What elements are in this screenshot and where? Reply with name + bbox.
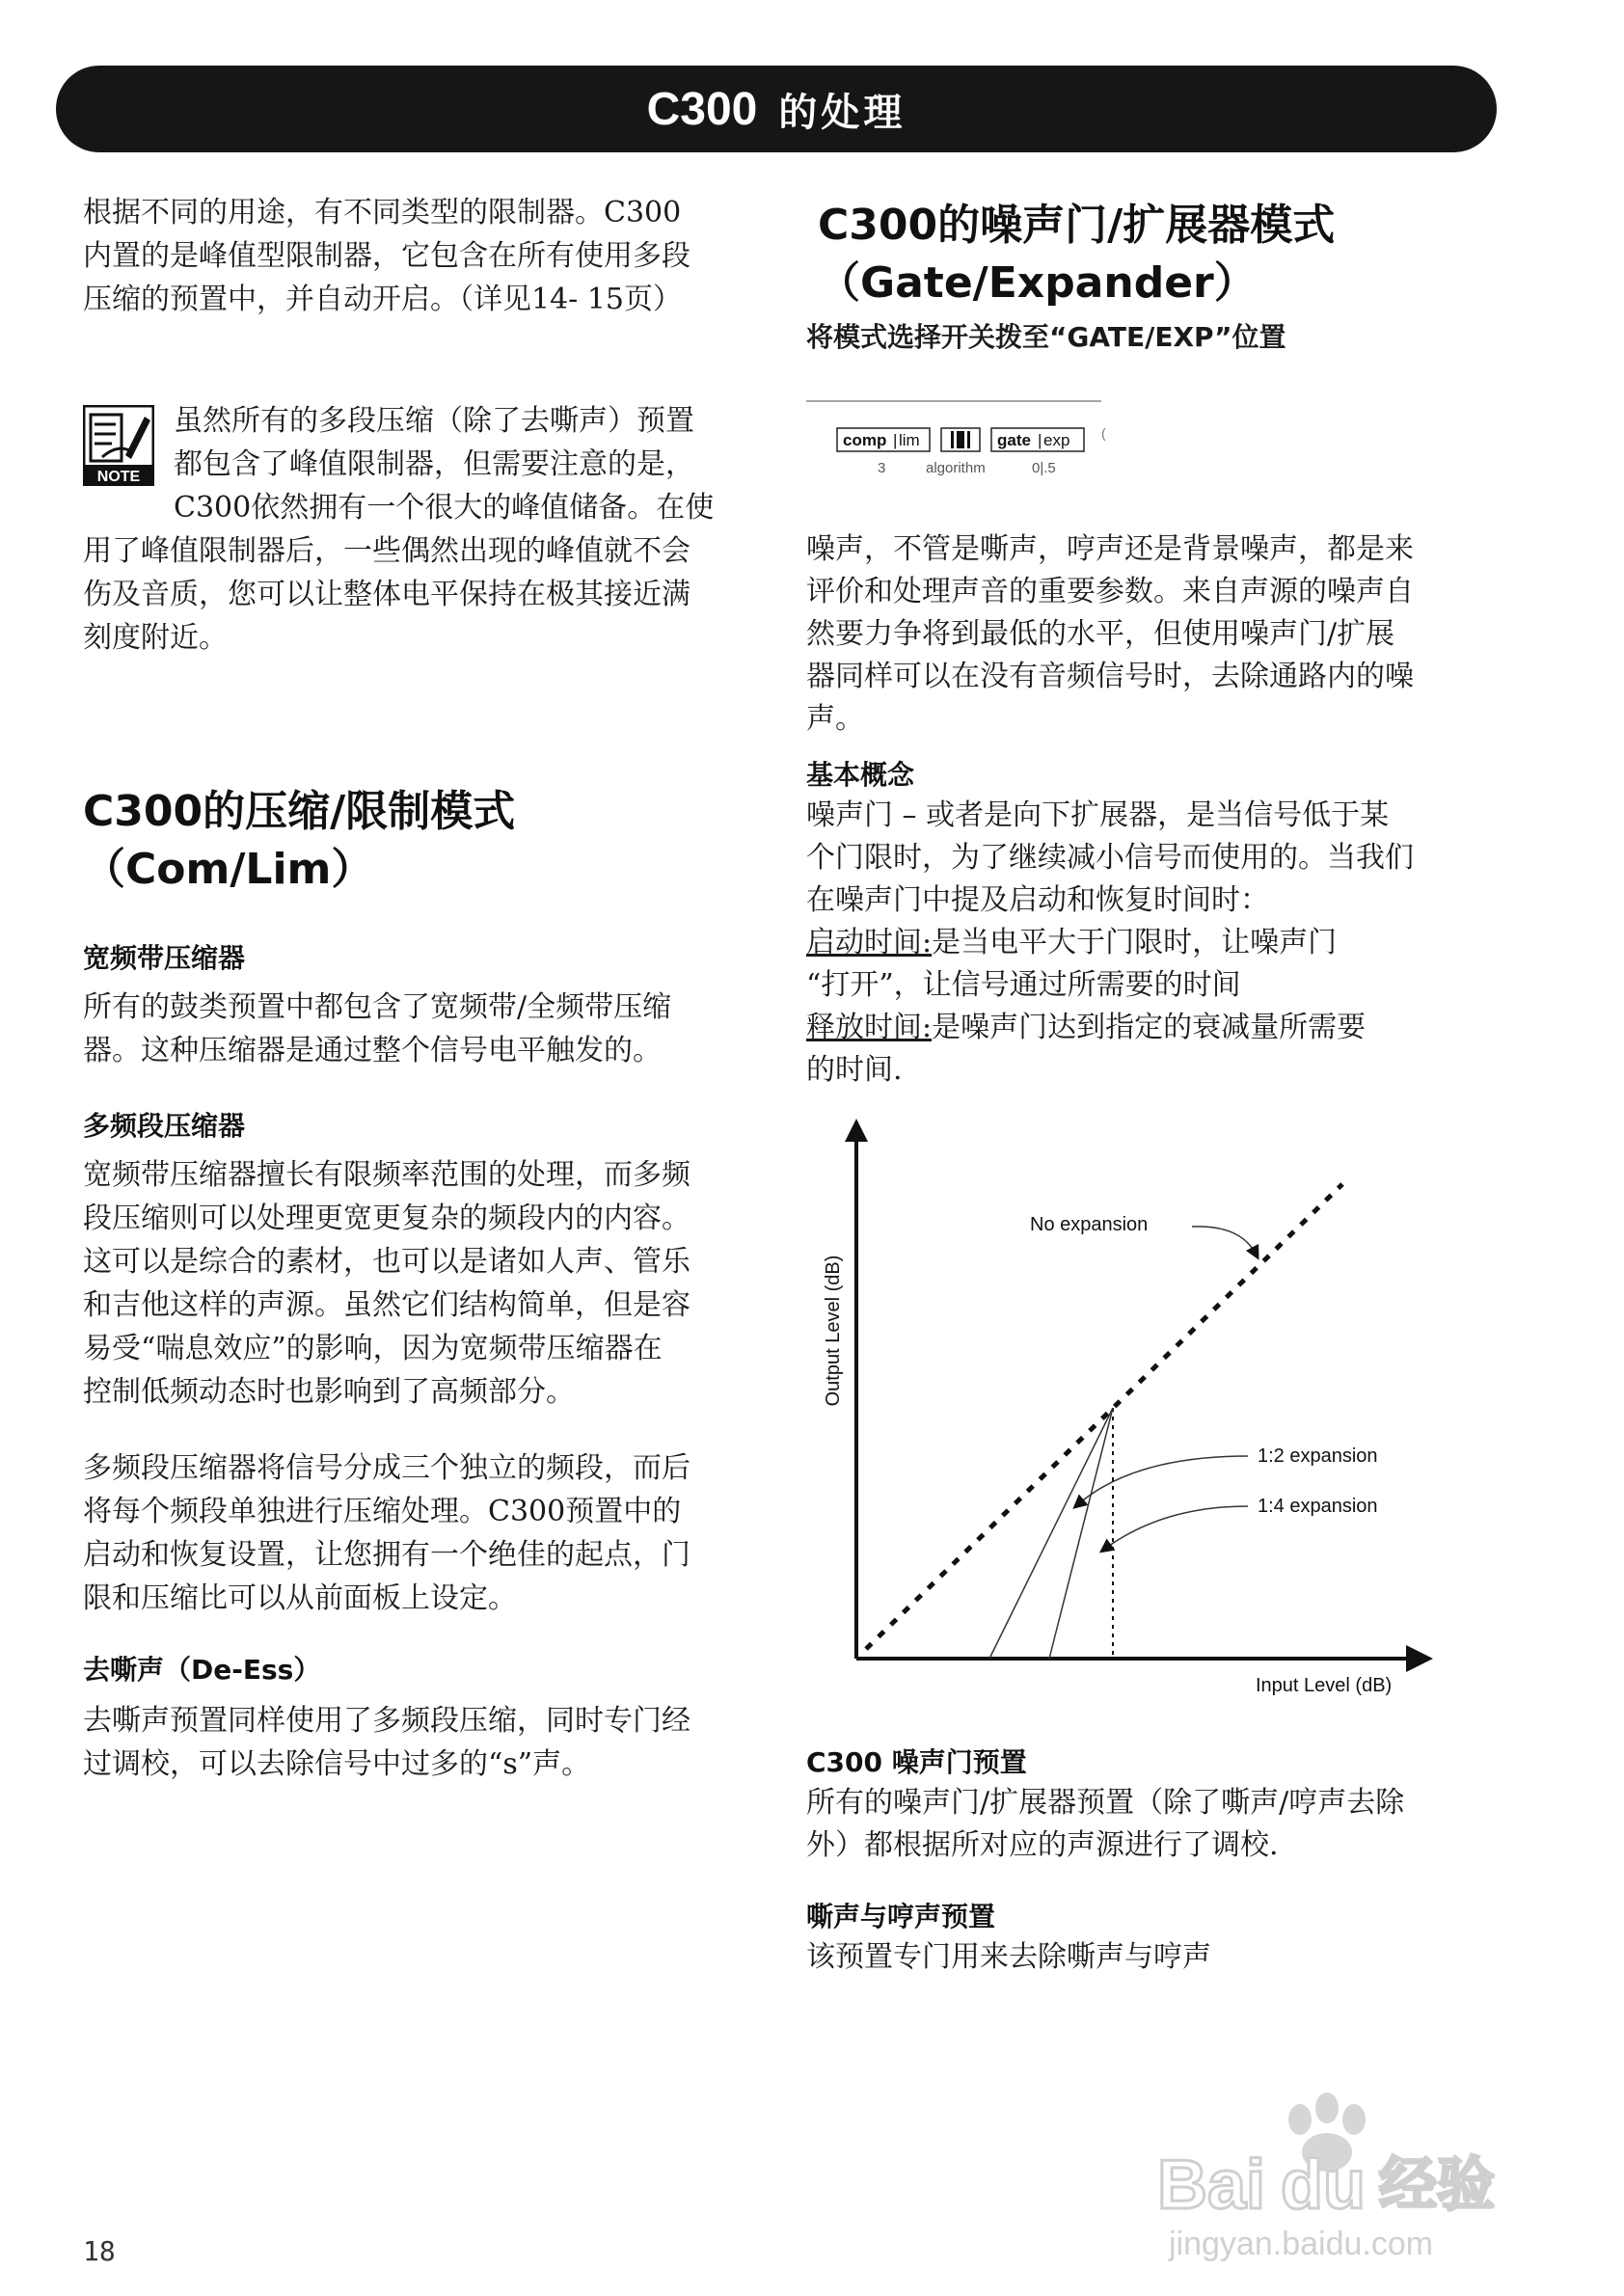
svg-text:|: |	[893, 431, 898, 449]
page-number: 18	[83, 2235, 116, 2267]
hiss-hum-presets-text: 该预置专门用来去除嘶声与哼声	[806, 1940, 1211, 1974]
svg-text:|: |	[1038, 431, 1042, 449]
hiss-hum-presets-title: 嘶声与哼声预置	[806, 1901, 996, 1932]
section-title-line: C300的压缩/限制模式	[83, 787, 516, 836]
release-text: 是噪声门达到指定的衰减量所需要	[932, 1011, 1367, 1044]
basic-concept-title: 基本概念	[806, 759, 915, 791]
multiband-line: 这可以是综合的素材，也可以是诸如人声、管乐	[83, 1245, 690, 1279]
multiband-title: 多频段压缩器	[83, 1110, 246, 1142]
multiband-text	[83, 1153, 690, 1414]
intro-paragraph	[83, 191, 690, 321]
wideband-title: 宽频带压缩器	[83, 942, 246, 974]
gate-presets-title: C300 噪声门预置	[806, 1746, 1027, 1778]
note-text-head	[174, 399, 714, 529]
noise-text	[806, 528, 1414, 741]
wideband-line: 器。这种压缩器是通过整个信号电平触发的。	[83, 1034, 662, 1067]
switch-label-comp: comp	[843, 431, 887, 449]
no-expansion-line	[866, 1184, 1342, 1649]
attack-definition	[806, 922, 1366, 1092]
switch-sub-2: algorithm	[926, 460, 986, 476]
switch-label-lim: lim	[899, 431, 920, 449]
note-line: C300依然拥有一个很大的峰值储备。在使	[174, 491, 715, 525]
note-icon	[83, 405, 154, 486]
mode-switch-panel	[806, 399, 1115, 486]
page-header	[56, 66, 1497, 152]
basic-line: 噪声门 – 或者是向下扩展器，是当信号低于某	[806, 798, 1390, 832]
comp-lim-section-title	[83, 783, 515, 899]
switch-label-exp: exp	[1043, 431, 1070, 449]
switch-label-gate: gate	[997, 431, 1031, 449]
mode-instruction: 将模式选择开关拨至“GATE/EXP”位置	[806, 321, 1286, 353]
deess-line: 去嘶声预置同样使用了多频段压缩，同时专门经	[83, 1704, 690, 1738]
multiband-text-2	[83, 1446, 690, 1620]
expansion-1-2-label: 1:2 expansion	[1258, 1445, 1378, 1467]
gate-exp-section-title	[818, 197, 1335, 312]
wideband-line: 所有的鼓类预置中都包含了宽频带/全频带压缩	[83, 990, 672, 1024]
section-title-line: C300的噪声门/扩展器模式	[818, 201, 1336, 250]
expansion-1-4-line	[1049, 1408, 1113, 1659]
multiband-line: 宽频带压缩器擅长有限频率范围的处理，而多频	[83, 1158, 690, 1192]
gate-presets-text	[806, 1782, 1404, 1867]
basic-concept-text	[806, 795, 1414, 922]
multiband2-line: 限和压缩比可以从前面板上设定。	[83, 1581, 517, 1615]
intro-line: 内置的是峰值型限制器，它包含在所有使用多段	[83, 239, 690, 273]
multiband-line: 和吉他这样的声源。虽然它们结构简单，但是容	[83, 1288, 690, 1322]
section-title-line: （Com/Lim）	[83, 845, 374, 894]
expansion-1-2-line	[989, 1408, 1113, 1659]
switch-sub-3: 0|.5	[1032, 460, 1056, 476]
switch-sub-1: 3	[878, 460, 886, 476]
gate-presets-line: 所有的噪声门/扩展器预置（除了嘶声/哼声去除	[806, 1786, 1405, 1820]
intro-line: 根据不同的用途，有不同类型的限制器。C300	[83, 196, 682, 230]
noise-line: 评价和处理声音的重要参数。来自声源的噪声自	[806, 575, 1414, 608]
multiband-line: 段压缩则可以处理更宽更复杂的频段内的内容。	[83, 1202, 690, 1235]
attack-text-2: “打开”，让信号通过所需要的时间	[806, 968, 1241, 1002]
attack-text: 是当电平大于门限时，让噪声门	[932, 926, 1338, 959]
note-line: 伤及音质，您可以让整体电平保持在极其接近满	[83, 578, 690, 611]
note-label: NOTE	[96, 469, 141, 485]
note-line: 都包含了峰值限制器，但需要注意的是，	[174, 447, 694, 481]
header-title-en: C300	[646, 83, 758, 135]
basic-line: 在噪声门中提及启动和恢复时间时：	[806, 883, 1269, 917]
y-axis-label: Output Level (dB)	[823, 1255, 844, 1407]
watermark-brand-zh: 经验	[1379, 2151, 1495, 2219]
basic-line: 个门限时，为了继续减小信号而使用的。当我们	[806, 841, 1414, 875]
deess-text	[83, 1699, 690, 1786]
multiband2-line: 启动和恢复设置，让您拥有一个绝佳的起点，门	[83, 1538, 690, 1572]
note-text-tail	[83, 529, 690, 660]
x-axis-label: Input Level (dB)	[1256, 1675, 1393, 1696]
note-line: 刻度附近。	[83, 621, 228, 655]
noise-line: 器同样可以在没有音频信号时，去除通路内的噪	[806, 660, 1414, 693]
release-label: 释放时间:	[806, 1011, 933, 1044]
y-axis-arrow	[845, 1119, 868, 1142]
multiband-line: 控制低频动态时也影响到了高频部分。	[83, 1375, 575, 1409]
header-title-zh: 的处理	[778, 90, 907, 135]
gate-presets-line: 外）都根据所对应的声源进行了调校.	[806, 1828, 1279, 1862]
intro-line: 压缩的预置中，并自动开启。（详见14- 15页）	[83, 283, 683, 316]
expansion-chart	[806, 1119, 1443, 1707]
multiband2-line: 将每个频段单独进行压缩处理。C300预置中的	[83, 1495, 682, 1528]
attack-label: 启动时间:	[806, 926, 933, 959]
note-line: 虽然所有的多段压缩（除了去嘶声）预置	[174, 404, 694, 438]
x-axis-arrow	[1406, 1645, 1433, 1672]
watermark-brand-b: du	[1281, 2147, 1366, 2224]
expansion-1-4-label: 1:4 expansion	[1258, 1496, 1378, 1517]
multiband2-line: 多频段压缩器将信号分成三个独立的频段，而后	[83, 1451, 690, 1485]
deess-line: 过调校，可以去除信号中过多的“s”声。	[83, 1747, 591, 1781]
note-line: 用了峰值限制器后，一些偶然出现的峰值就不会	[83, 534, 690, 568]
no-expansion-label: No expansion	[1030, 1214, 1149, 1235]
noise-line: 噪声，不管是嘶声，哼声还是背景噪声，都是来	[806, 532, 1414, 566]
baidu-watermark	[1157, 2083, 1562, 2266]
watermark-brand-a: Bai	[1157, 2147, 1266, 2224]
wideband-text	[83, 986, 671, 1072]
svg-text:(: (	[1101, 425, 1106, 441]
noise-line: 声。	[806, 702, 864, 736]
deess-title: 去嘶声（De-Ess）	[83, 1654, 321, 1686]
section-title-line: （Gate/Expander）	[818, 258, 1257, 308]
watermark-url: jingyan.baidu.com	[1169, 2226, 1434, 2262]
release-text-2: 的时间.	[806, 1053, 903, 1087]
noise-line: 然要力争将到最低的水平，但使用噪声门/扩展	[806, 617, 1395, 651]
multiband-line: 易受“喘息效应”的影响，因为宽频带压缩器在	[83, 1332, 663, 1365]
